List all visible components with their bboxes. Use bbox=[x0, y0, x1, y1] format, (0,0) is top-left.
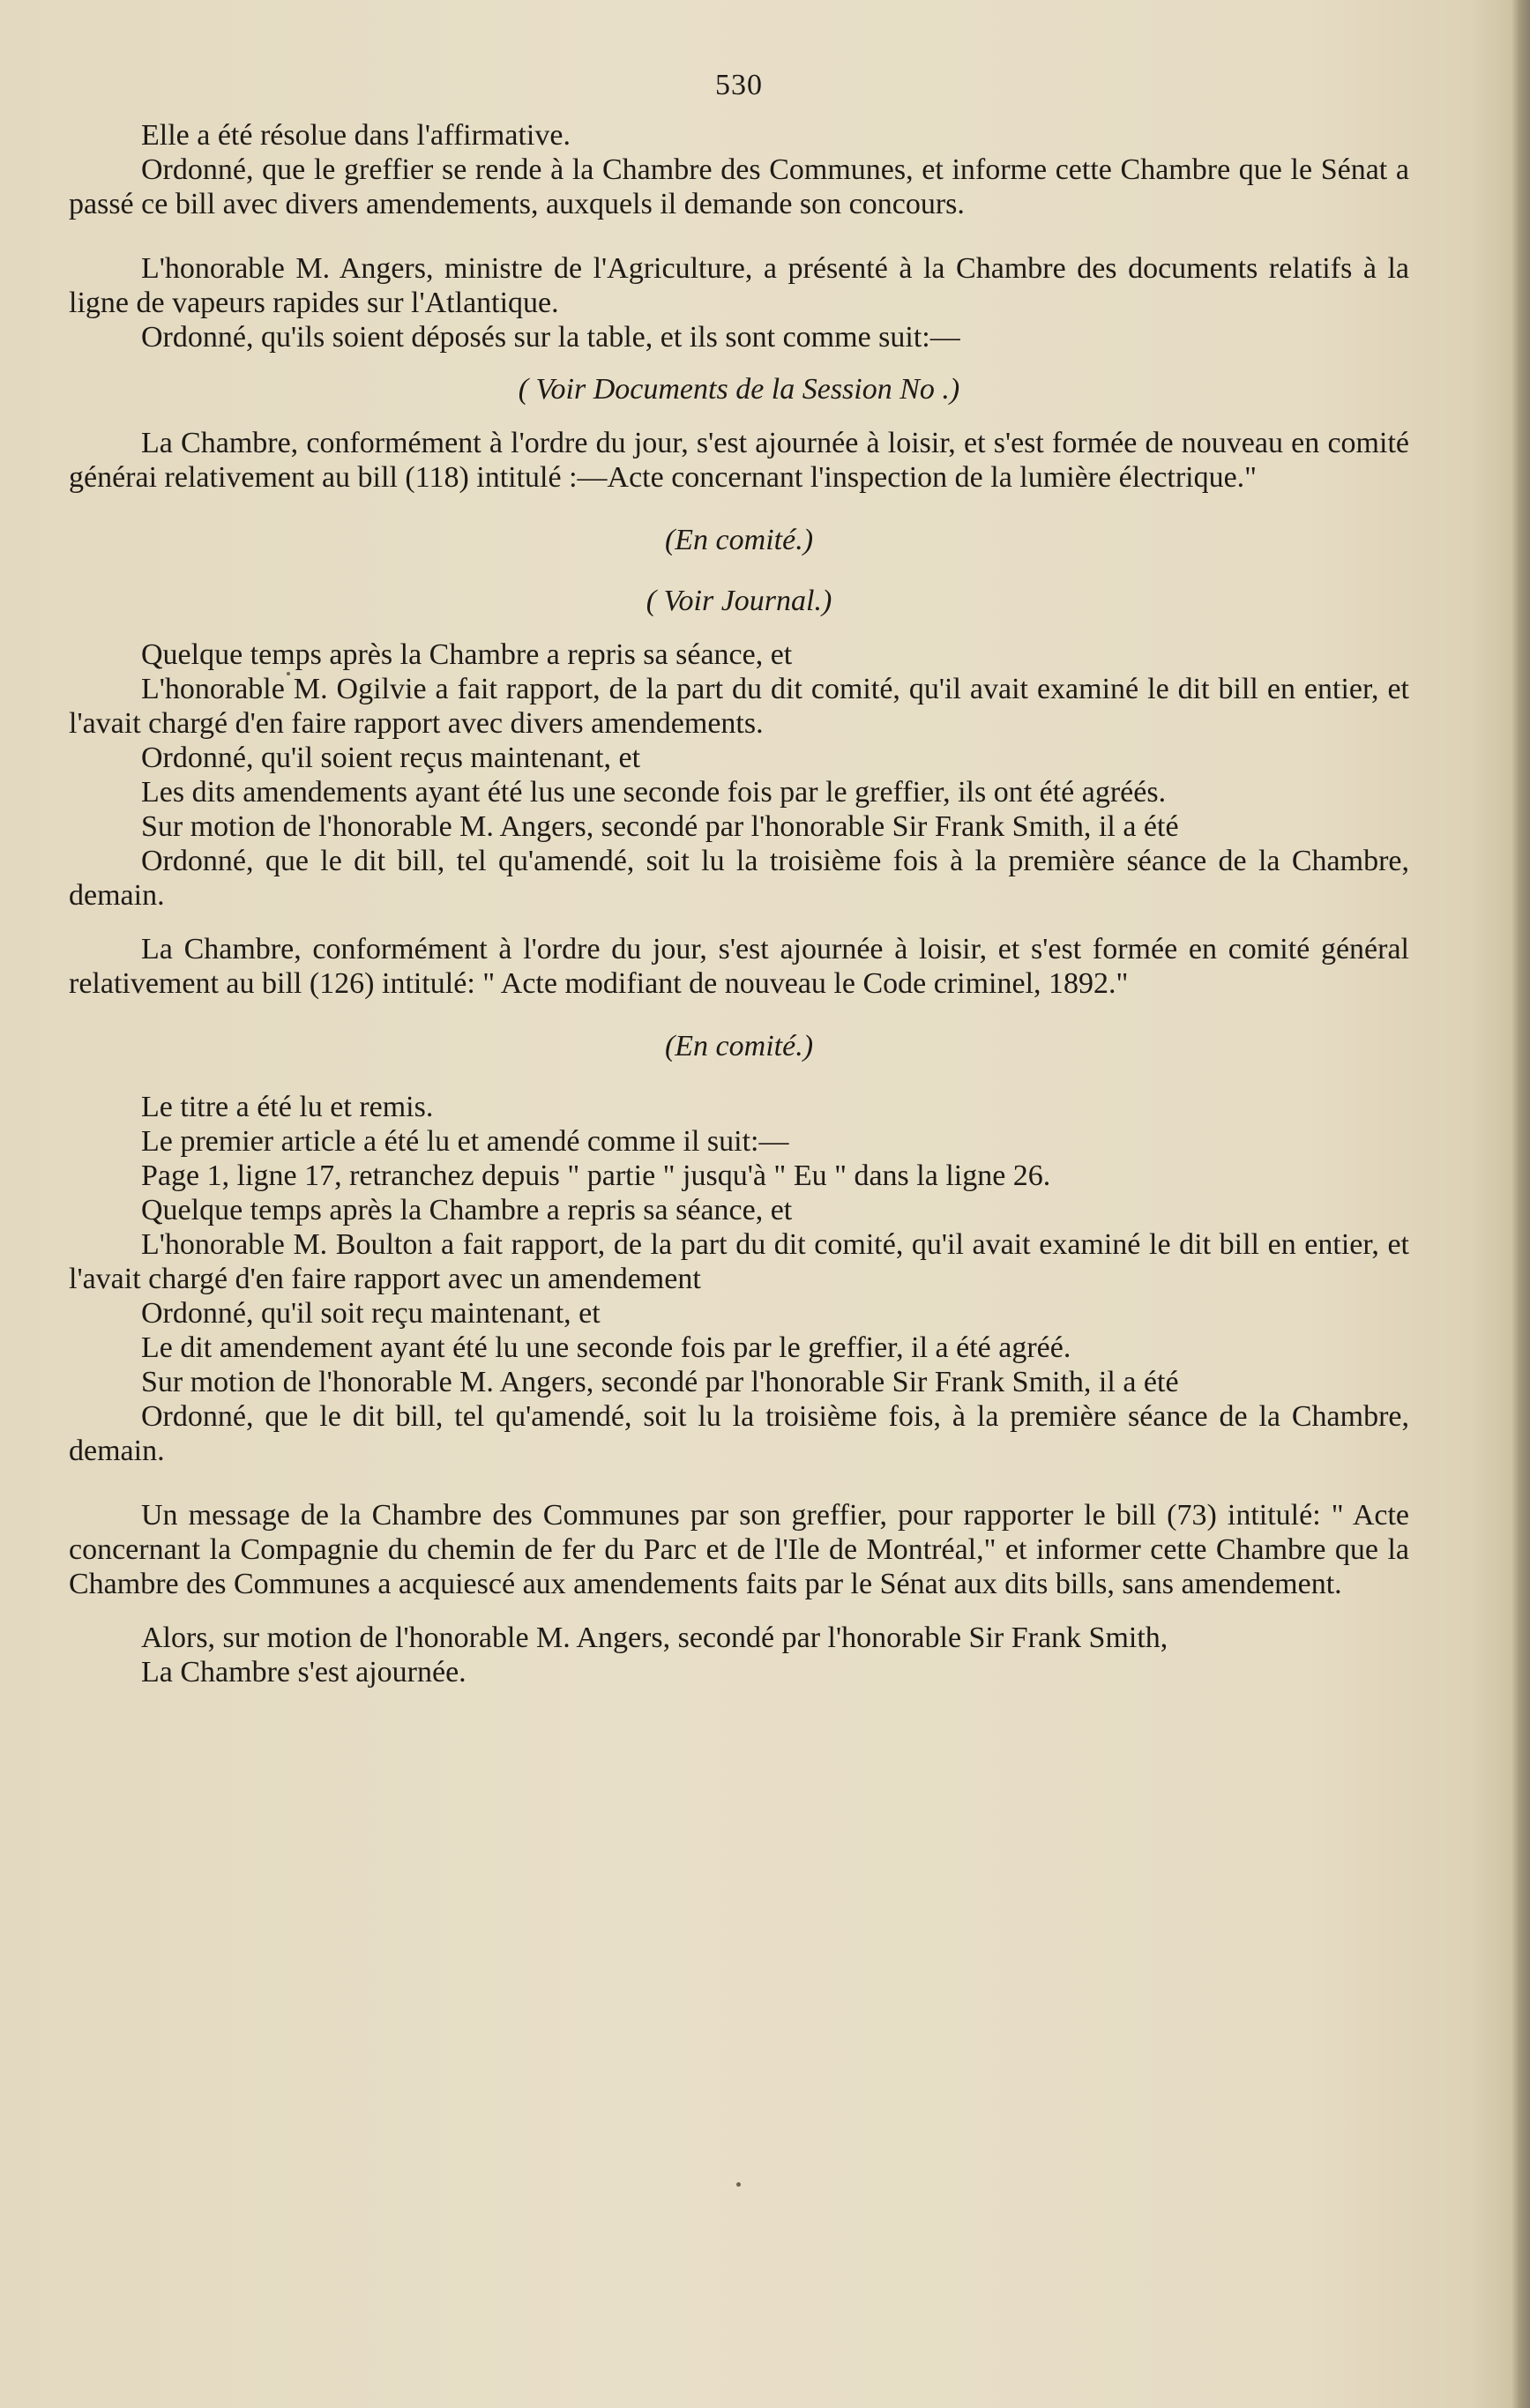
page-content bbox=[69, 69, 1409, 1689]
paragraph: La Chambre, conformément à l'ordre du jour, s'est ajournée à loisir, et s'est formée en comité général relativement au bill (126) intitulé: " Acte modifiant de nouveau le Code criminel, 1892." bbox=[69, 933, 1409, 1000]
paragraph: Sur motion de l'honorable M. Angers, secondé par l'honorable Sir Frank Smith, il a été bbox=[141, 1366, 1179, 1398]
paragraph: Un message de la Chambre des Communes par son greffier, pour rapporter le bill (73) intitulé: " Acte concernant la Compagnie du chemin de fer du Parc et de l'Ile de Montréal," et informer cette Chambre que la Chambre des Communes a acquiescé aux amendements faits par le Sénat aux dits bills, sans amendement. bbox=[69, 1499, 1409, 1600]
paragraph: Ordonné, qu'il soient reçus maintenant, et bbox=[141, 742, 641, 774]
centered-heading: (En comité.) bbox=[664, 524, 814, 556]
paragraph: Alors, sur motion de l'honorable M. Angers, secondé par l'honorable Sir Frank Smith, bbox=[141, 1621, 1168, 1654]
paragraph: Ordonné, qu'ils soient déposés sur la table, et ils sont comme suit:— bbox=[141, 321, 960, 354]
paragraph: Ordonné, qu'il soit reçu maintenant, et bbox=[141, 1297, 601, 1330]
paragraph: Ordonné, que le dit bill, tel qu'amendé, soit lu la troisième fois, à la première séance de la Chambre, demain. bbox=[69, 1400, 1409, 1467]
paragraph: Ordonné, que le greffier se rende à la Chambre des Communes, et informe cette Chambre que le Sénat a passé ce bill avec divers amendements, auxquels il demande son concours. bbox=[69, 153, 1409, 220]
paragraph: L'honorable M. Boulton a fait rapport, de la part du dit comité, qu'il avait examiné le dit bill en entier, et l'avait chargé d'en faire rapport avec un amendement bbox=[69, 1228, 1409, 1295]
paragraph: Ordonné, que le dit bill, tel qu'amendé, soit lu la troisième fois à la première séance de la Chambre, demain. bbox=[69, 845, 1409, 912]
paragraph: L'honorable M. Ogilvie a fait rapport, de la part du dit comité, qu'il avait examiné le dit bill en entier, et l'avait chargé d'en faire rapport avec divers amendements. bbox=[69, 673, 1409, 740]
paragraph: La Chambre, conformément à l'ordre du jour, s'est ajournée à loisir, et s'est formée de nouveau en comité générai relativement au bill (118) intitulé :—Acte concernant l'inspection de la lumière électrique." bbox=[69, 427, 1409, 494]
centered-note: ( Voir Documents de la Session No .) bbox=[518, 373, 960, 406]
paragraph: Quelque temps après la Chambre a repris sa séance, et bbox=[141, 1194, 793, 1226]
paragraph: La Chambre s'est ajournée. bbox=[141, 1656, 466, 1689]
paragraph: Le dit amendement ayant été lu une seconde fois par le greffier, il a été agréé. bbox=[141, 1331, 1071, 1364]
page-number: 530 bbox=[715, 69, 763, 101]
paragraph: Page 1, ligne 17, retranchez depuis " partie " jusqu'à " Eu " dans la ligne 26. bbox=[141, 1159, 1051, 1192]
paragraph: L'honorable M. Angers, ministre de l'Agriculture, a présenté à la Chambre des documents relatifs à la ligne de vapeurs rapides sur l'Atlantique. bbox=[69, 252, 1409, 319]
paragraph: Les dits amendements ayant été lus une seconde fois par le greffier, ils ont été agréés. bbox=[141, 776, 1167, 809]
book-spine-edge bbox=[1511, 0, 1530, 2408]
centered-note: ( Voir Journal.) bbox=[646, 585, 832, 617]
paragraph: Sur motion de l'honorable M. Angers, secondé par l'honorable Sir Frank Smith, il a été bbox=[141, 810, 1179, 843]
paragraph: Elle a été résolue dans l'affirmative. bbox=[141, 119, 571, 152]
paragraph: Quelque temps après la Chambre a repris sa séance, et bbox=[141, 638, 793, 671]
centered-heading: (En comité.) bbox=[664, 1030, 814, 1062]
paragraph: Le titre a été lu et remis. bbox=[141, 1091, 434, 1123]
paper-speck bbox=[736, 2182, 741, 2187]
paragraph: Le premier article a été lu et amendé comme il suit:— bbox=[141, 1125, 789, 1158]
